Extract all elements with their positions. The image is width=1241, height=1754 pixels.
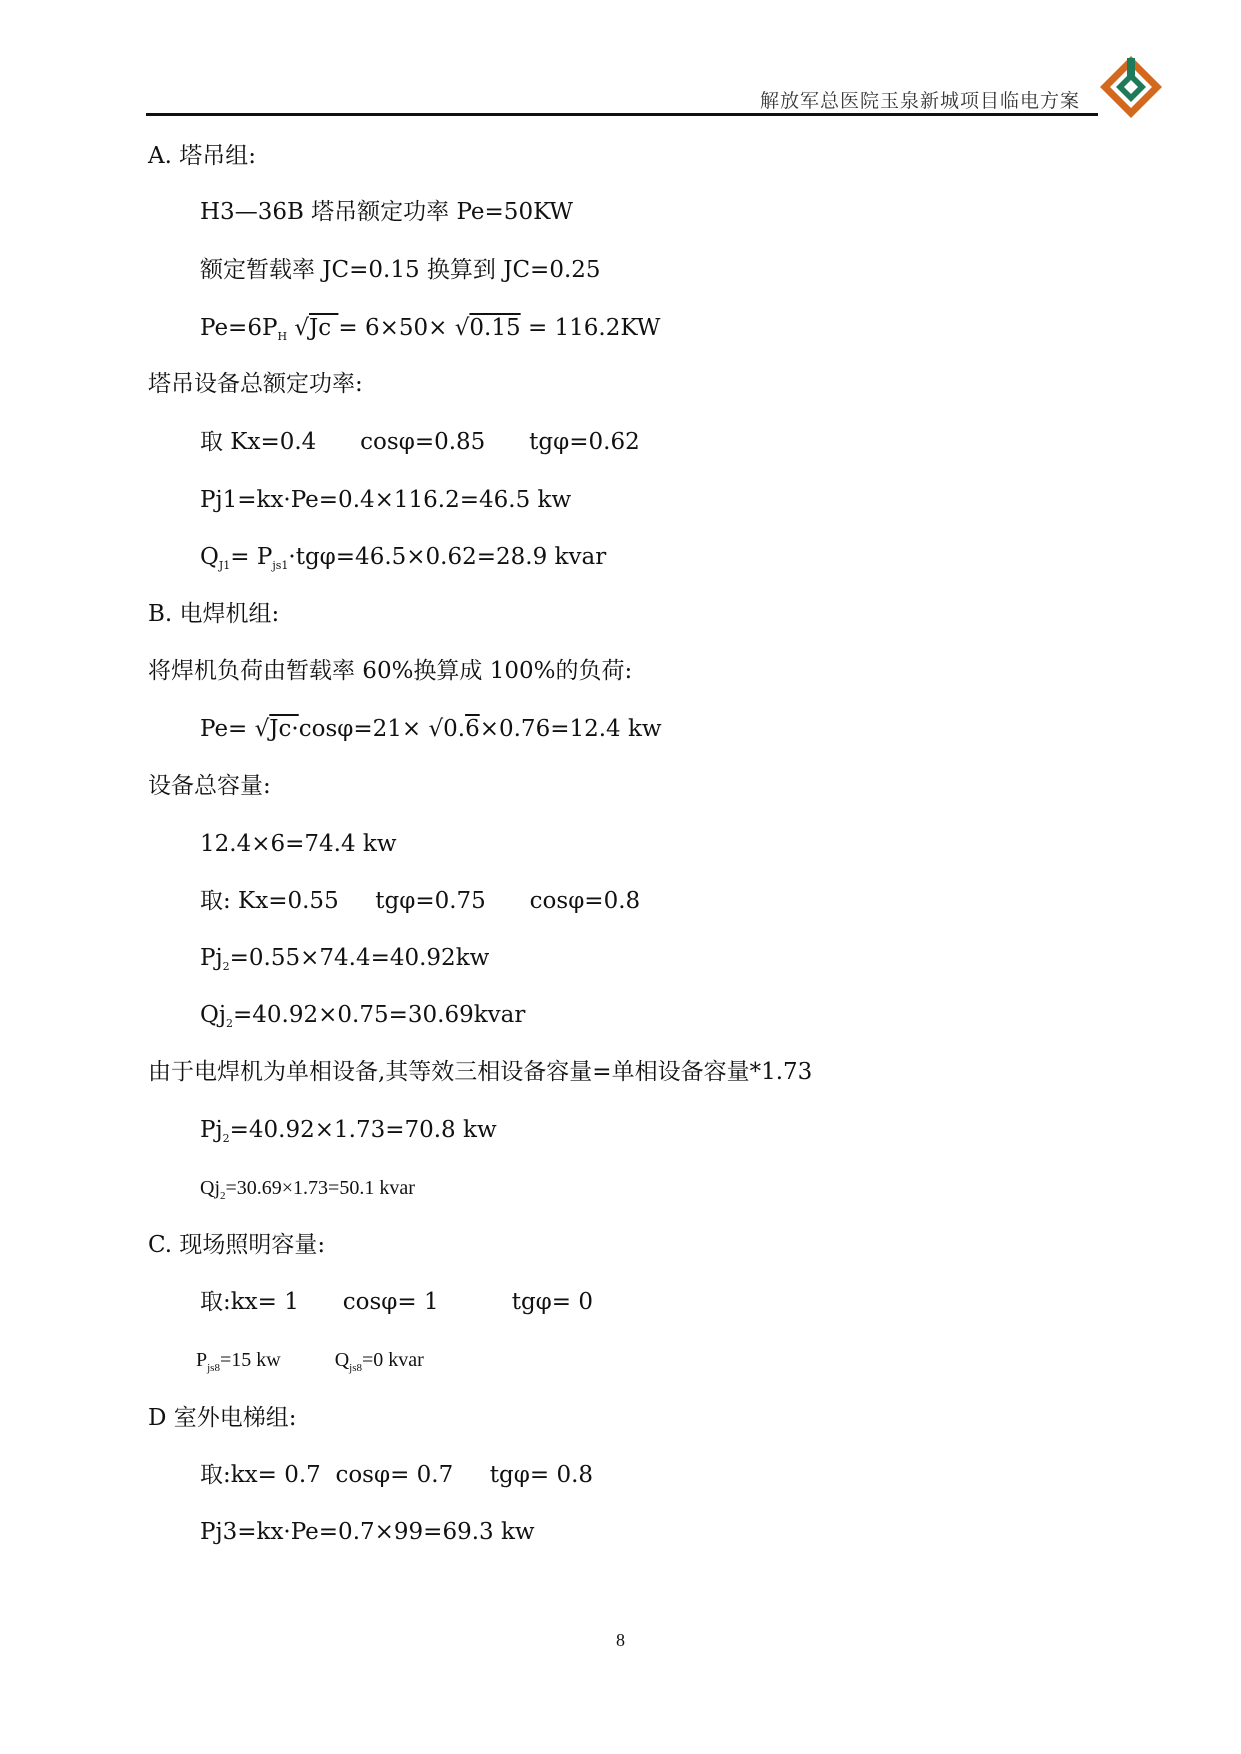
pj2-pre: Pj xyxy=(200,945,223,971)
pjs8-val: =15 kw xyxy=(219,1349,281,1371)
qj2-pre: Qj xyxy=(200,1002,226,1028)
section-b-heading: B. 电焊机组: xyxy=(148,601,280,627)
pe-formula-b xyxy=(200,715,662,743)
pe-formula-a-post: = 116.2KW xyxy=(520,315,661,341)
qjs8-val: =0 kvar xyxy=(362,1349,424,1371)
pj2-3p-sub: 2 xyxy=(222,1132,230,1145)
qj1-q-sub: J1 xyxy=(218,559,231,572)
crane-coefficients: 取 Kx=0.4 cosφ=0.85 tgφ=0.62 xyxy=(200,429,640,455)
pe-formula-a-mid2: = 6×50× √ xyxy=(338,315,470,341)
crane-total-power-label: 塔吊设备总额定功率: xyxy=(148,371,363,397)
pe-formula-b-post: ×0.76=12.4 kw xyxy=(479,716,662,742)
qj2-3p-sub: 2 xyxy=(220,1190,226,1202)
pjs8-p: P xyxy=(196,1349,208,1371)
pe-formula-a xyxy=(200,314,660,351)
section-c-heading: C. 现场照明容量: xyxy=(148,1232,326,1258)
pe-formula-a-mid1: √ xyxy=(287,315,309,341)
qj2-three-phase xyxy=(200,1174,415,1210)
total-capacity-calc: 12.4×6=74.4 kw xyxy=(200,831,397,857)
qj1-p-sub: js1 xyxy=(272,559,289,572)
header-rule xyxy=(146,113,1098,116)
qj1-post: ·tgφ=46.5×0.62=28.9 kvar xyxy=(288,544,607,570)
elevator-coefficients: 取:kx= 0.7 cosφ= 0.7 tgφ= 0.8 xyxy=(200,1462,594,1488)
header-title: 解放军总医院玉泉新城项目临电方案 xyxy=(760,90,1081,112)
lighting-loads xyxy=(196,1346,424,1382)
pj1-formula: Pj1=kx·Pe=0.4×116.2=46.5 kw xyxy=(200,487,572,513)
duty-cycle-conversion: 额定暂载率 JC=0.15 换算到 JC=0.25 xyxy=(200,257,601,283)
qjs8-sub: js8 xyxy=(349,1362,362,1374)
pe-formula-b-radicand1: Jc· xyxy=(269,716,299,742)
pjs8-sub: js8 xyxy=(207,1362,220,1374)
welder-coefficients: 取: Kx=0.55 tgφ=0.75 cosφ=0.8 xyxy=(200,888,641,914)
company-logo xyxy=(1098,54,1164,120)
qj2-formula xyxy=(200,1001,525,1038)
pe-formula-b-radicand2: 6 xyxy=(465,716,480,742)
welder-load-conversion: 将焊机负荷由暂载率 60%换算成 100%的负荷: xyxy=(148,658,633,684)
qj1-formula xyxy=(200,543,606,580)
lighting-coefficients: 取:kx= 1 cosφ= 1 tgφ= 0 xyxy=(200,1289,593,1315)
qj1-q: Q xyxy=(200,544,219,570)
qjs8-q: Q xyxy=(334,1349,350,1371)
qj2-3p-pre: Qj xyxy=(200,1177,220,1199)
qj2-3p-post: =30.69×1.73=50.1 kvar xyxy=(225,1177,415,1199)
pe-formula-a-radicand1: Jc xyxy=(309,315,339,341)
section-a-heading: A. 塔吊组: xyxy=(148,143,256,169)
qj2-sub: 2 xyxy=(226,1017,233,1030)
pj2-three-phase xyxy=(200,1116,497,1153)
single-phase-note: 由于电焊机为单相设备,其等效三相设备容量=单相设备容量*1.73 xyxy=(148,1059,813,1085)
pe-formula-a-pre: Pe=6P xyxy=(200,315,278,341)
pj2-formula xyxy=(200,944,489,981)
tower-crane-rated-power: H3—36B 塔吊额定功率 Pe=50KW xyxy=(200,199,574,225)
pj2-post: =0.55×74.4=40.92kw xyxy=(229,945,490,971)
pe-formula-b-mid: cosφ=21× √0. xyxy=(298,716,466,742)
page-number: 8 xyxy=(616,1630,625,1650)
pe-formula-a-radicand2: 0.15 xyxy=(469,315,521,341)
pe-formula-b-pre: Pe= √ xyxy=(200,716,270,742)
qj1-mid: = P xyxy=(230,544,273,570)
pj2-3p-pre: Pj xyxy=(200,1117,223,1143)
section-d-heading: D 室外电梯组: xyxy=(148,1405,297,1431)
equipment-total-capacity-label: 设备总容量: xyxy=(148,773,271,799)
pj3-formula: Pj3=kx·Pe=0.7×99=69.3 kw xyxy=(200,1519,535,1545)
qj2-post: =40.92×0.75=30.69kvar xyxy=(233,1002,526,1028)
pj2-3p-post: =40.92×1.73=70.8 kw xyxy=(229,1117,497,1143)
pj2-sub: 2 xyxy=(222,960,230,973)
pe-formula-a-sub: H xyxy=(277,330,288,343)
